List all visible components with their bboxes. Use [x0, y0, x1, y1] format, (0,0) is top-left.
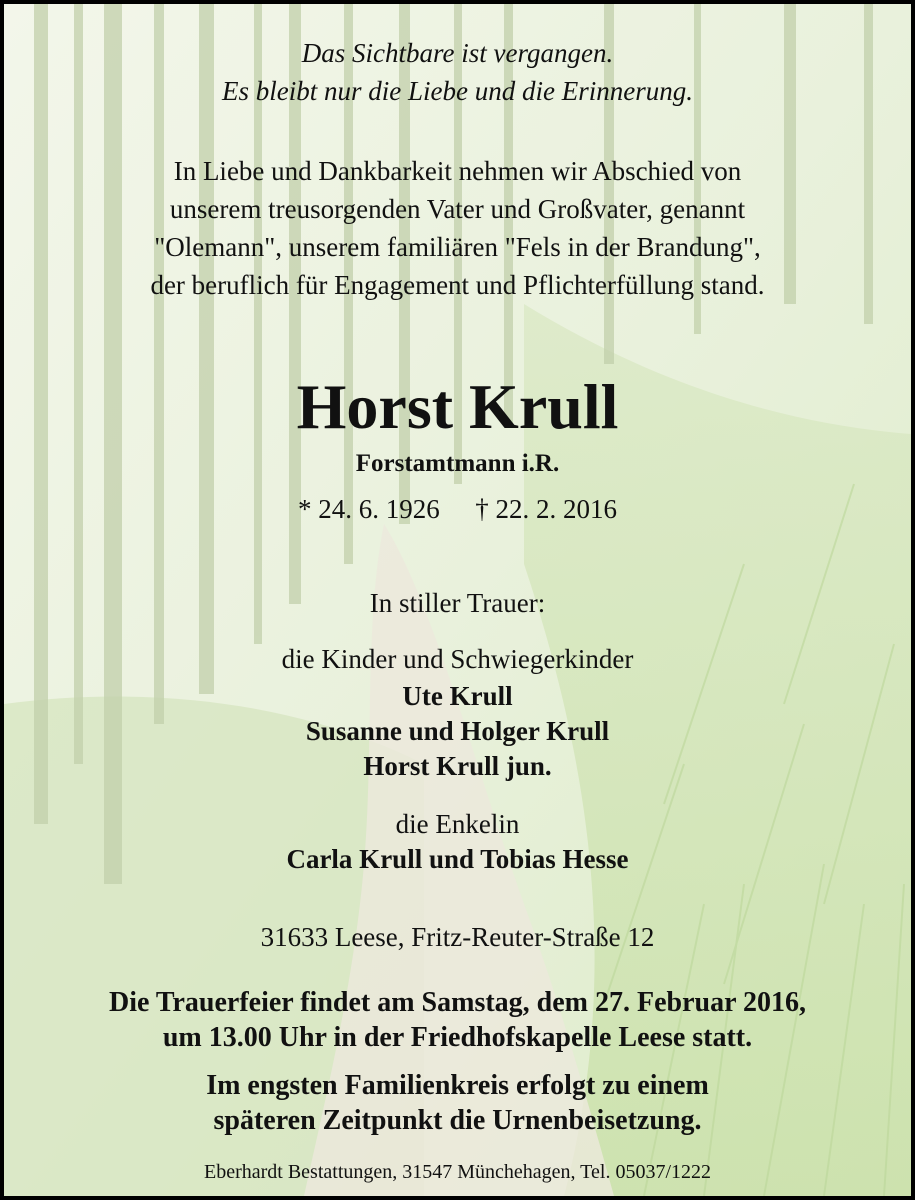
death-date: † 22. 2. 2016	[475, 494, 617, 524]
intro-line-2: unserem treusorgenden Vater und Großvater, genannt	[169, 194, 746, 224]
burial-line-1: Im engsten Familienkreis erfolgt zu einem	[206, 1070, 709, 1101]
motto-line-2: Es bleibt nur die Liebe und die Erinnerung.	[222, 76, 693, 106]
address: 31633 Leese, Fritz-Reuter-Straße 12	[260, 922, 655, 952]
mourning-heading: In stiller Trauer:	[369, 588, 546, 618]
deceased-name: Horst Krull	[296, 371, 619, 442]
burial-line-2: späteren Zeitpunkt die Urnenbeisetzung.	[213, 1105, 702, 1136]
intro-line-4: der beruflich für Engagement und Pflichterfüllung stand.	[150, 270, 765, 300]
life-dates	[4, 494, 911, 525]
grandchildren-label: die Enkelin	[395, 809, 520, 839]
service-line-1: Die Trauerfeier findet am Samstag, dem 27. Februar 2016,	[108, 987, 807, 1018]
intro-line-1: In Liebe und Dankbarkeit nehmen wir Abschied von	[173, 156, 742, 186]
motto-line-1: Das Sichtbare ist vergangen.	[301, 38, 614, 68]
service-line-2: um 13.00 Uhr in der Friedhofskapelle Leese statt.	[162, 1022, 753, 1053]
mourner-name: Carla Krull und Tobias Hesse	[286, 844, 629, 874]
mourner-name: Horst Krull jun.	[363, 751, 552, 781]
birth-date: * 24. 6. 1926	[298, 494, 440, 524]
children-label: die Kinder und Schwiegerkinder	[281, 644, 634, 674]
mourner-name: Ute Krull	[402, 681, 513, 711]
mourner-name: Susanne und Holger Krull	[305, 716, 610, 746]
deceased-title: Forstamtmann i.R.	[355, 450, 560, 477]
intro-line-3: "Olemann", unserem familiären "Fels in der Brandung",	[154, 232, 761, 262]
funeral-home-footer: Eberhardt Bestattungen, 31547 Münchehagen, Tel. 05037/1222	[203, 1161, 711, 1183]
